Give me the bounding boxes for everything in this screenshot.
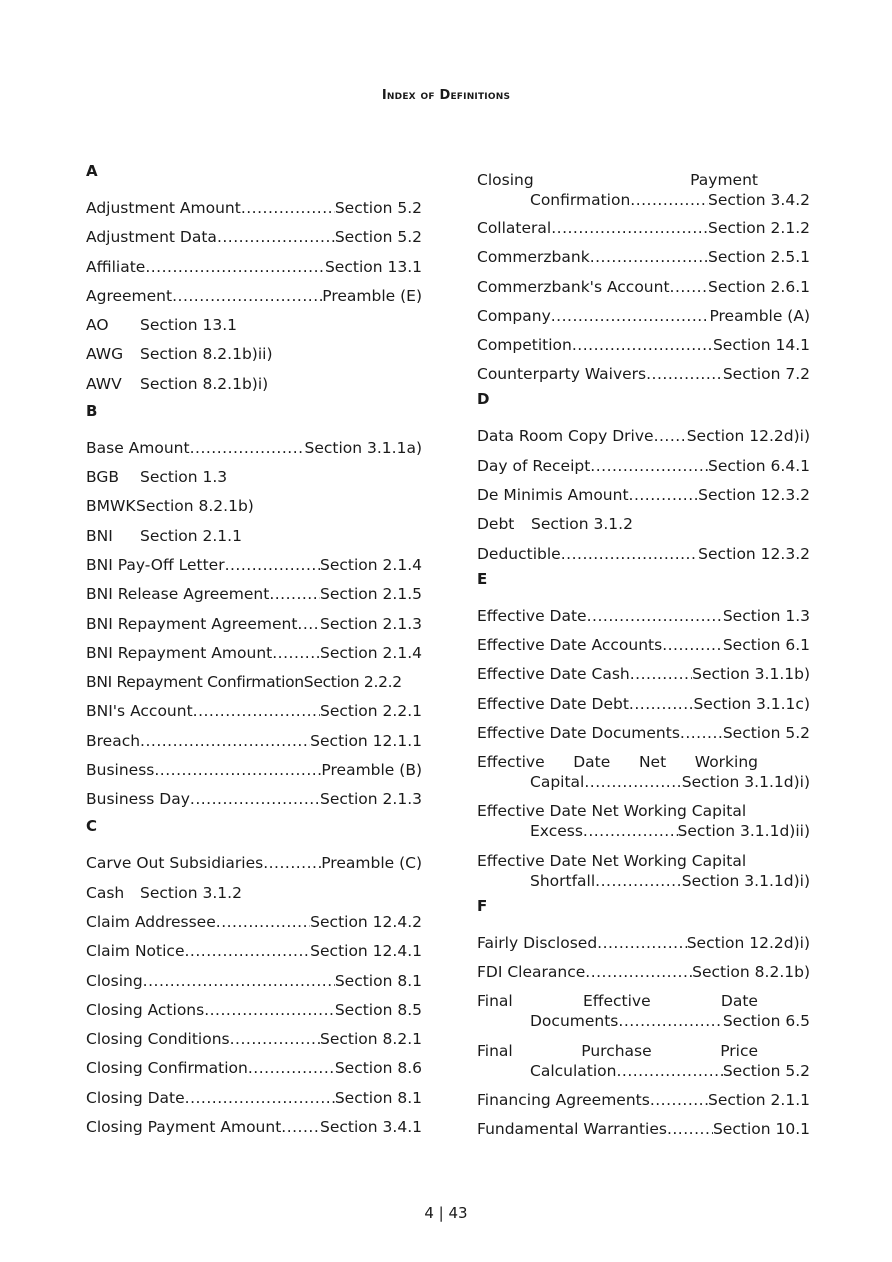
index-entry: Business ..... Preamble (B) <box>86 760 422 780</box>
index-entry: BNI Section 2.1.1 <box>86 526 242 545</box>
index-entry-final-purchase-price-calculation: Final Purchase Price Calculation ..... Section 5.2 <box>477 1041 810 1081</box>
index-entry: BGB Section 1.3 <box>86 468 228 487</box>
index-entry: Financing Agreements ..... Section 2.1.1 <box>477 1090 810 1110</box>
index-entry: Fundamental Warranties ..... Section 10.1 <box>477 1119 810 1139</box>
index-entry: Closing Actions ..... Section 8.5 <box>86 1000 422 1020</box>
index-entry: FDI Clearance ..... Section 8.2.1b) <box>477 962 810 982</box>
section-letter-b: B <box>86 401 98 420</box>
index-entry: Closing Date ..... Section 8.1 <box>86 1088 422 1108</box>
index-entry: Affiliate ..... Section 13.1 <box>86 257 422 277</box>
index-entry: Base Amount ..... Section 3.1.1a) <box>86 438 422 458</box>
page-number: 4 | 43 <box>424 1204 468 1222</box>
index-entry: Business Day ..... Section 2.1.3 <box>86 789 422 809</box>
index-entry: BNI Pay-Off Letter ..... Section 2.1.4 <box>86 555 422 575</box>
index-entry: BMWKSection 8.2.1b) <box>86 497 254 516</box>
index-entry: AO Section 13.1 <box>86 316 238 335</box>
section-letter-d: D <box>477 390 490 409</box>
index-entry: Closing Confirmation ..... Section 8.6 <box>86 1058 422 1078</box>
section-letter-a: A <box>86 162 98 180</box>
index-entry: Claim Notice ..... Section 12.4.1 <box>86 941 422 961</box>
index-entry-effective-date-net-working-capital: Effective Date Net Working Capital ..... Section 3.1.1d)i) <box>477 752 810 792</box>
index-entry: De Minimis Amount ..... Section 12.3.2 <box>477 485 810 505</box>
index-entry-effective-date-nwc-excess: Effective Date Net Working Capital Excess ..... Section 3.1.1d)ii) <box>477 801 810 841</box>
index-entry: Data Room Copy Drive ..... Section 12.2d)i) <box>477 426 810 446</box>
index-entry: Commerzbank's Account ..... Section 2.6.1 <box>477 277 810 297</box>
index-entry: Effective Date ..... Section 1.3 <box>477 606 810 626</box>
index-entry: Carve Out Subsidiaries ..... Preamble (C) <box>86 853 422 873</box>
index-entry: Deductible ..... Section 12.3.2 <box>477 544 810 564</box>
page-title: Index of Definitions <box>381 88 511 103</box>
index-entry: AWG Section 8.2.1b)ii) <box>86 345 273 364</box>
index-entry: Competition ..... Section 14.1 <box>477 335 810 355</box>
index-entry: Closing Payment Amount ..... Section 3.4.1 <box>86 1117 422 1137</box>
index-entry: Company ..... Preamble (A) <box>477 306 810 326</box>
index-entry: Adjustment Data ..... Section 5.2 <box>86 227 422 247</box>
index-entry: Effective Date Cash ..... Section 3.1.1b) <box>477 664 810 684</box>
index-entry: Effective Date Accounts ..... Section 6.1 <box>477 635 810 655</box>
index-entry: Cash Section 3.1.2 <box>86 883 242 902</box>
index-entry: Debt Section 3.1.2 <box>477 515 633 534</box>
index-entry-final-effective-date-documents: Final Effective Date Documents ..... Section 6.5 <box>477 991 810 1031</box>
index-entry: AWV Section 8.2.1b)i) <box>86 374 269 393</box>
index-entry: Collateral ..... Section 2.1.2 <box>477 218 810 238</box>
index-entry-closing-payment-confirmation: Closing Payment Confirmation ..... Section 3.4.2 <box>477 170 810 210</box>
index-entry: Effective Date Documents ..... Section 5.2 <box>477 723 810 743</box>
index-entry: Closing ..... Section 8.1 <box>86 971 422 991</box>
index-entry: Commerzbank ..... Section 2.5.1 <box>477 247 810 267</box>
index-entry-effective-date-nwc-shortfall: Effective Date Net Working Capital Shortfall ..... Section 3.1.1d)i) <box>477 851 810 891</box>
index-entry: BNI Repayment Confirmation Section 2.2.2 <box>86 673 402 692</box>
index-entry: Closing Conditions ..... Section 8.2.1 <box>86 1029 422 1049</box>
index-entry: Agreement ..... Preamble (E) <box>86 286 422 306</box>
index-entry: Day of Receipt ..... Section 6.4.1 <box>477 456 810 476</box>
section-letter-f: F <box>477 896 488 915</box>
section-letter-e: E <box>477 569 488 588</box>
index-entry: Adjustment Amount ..... Section 5.2 <box>86 198 422 218</box>
index-entry: BNI's Account ..... Section 2.2.1 <box>86 701 422 721</box>
index-entry: Counterparty Waivers ..... Section 7.2 <box>477 364 810 384</box>
index-entry: BNI Repayment Amount ..... Section 2.1.4 <box>86 643 422 663</box>
index-entry: Fairly Disclosed ..... Section 12.2d)i) <box>477 933 810 953</box>
section-letter-c: C <box>86 817 98 836</box>
index-right-column <box>477 170 810 1149</box>
index-entry: Breach ..... Section 12.1.1 <box>86 731 422 751</box>
index-left-column <box>86 160 422 1146</box>
index-entry: BNI Repayment Agreement ..... Section 2.1.3 <box>86 614 422 634</box>
index-entry: Claim Addressee ..... Section 12.4.2 <box>86 912 422 932</box>
index-entry: BNI Release Agreement ..... Section 2.1.5 <box>86 584 422 604</box>
index-entry: Effective Date Debt ..... Section 3.1.1c) <box>477 694 810 714</box>
